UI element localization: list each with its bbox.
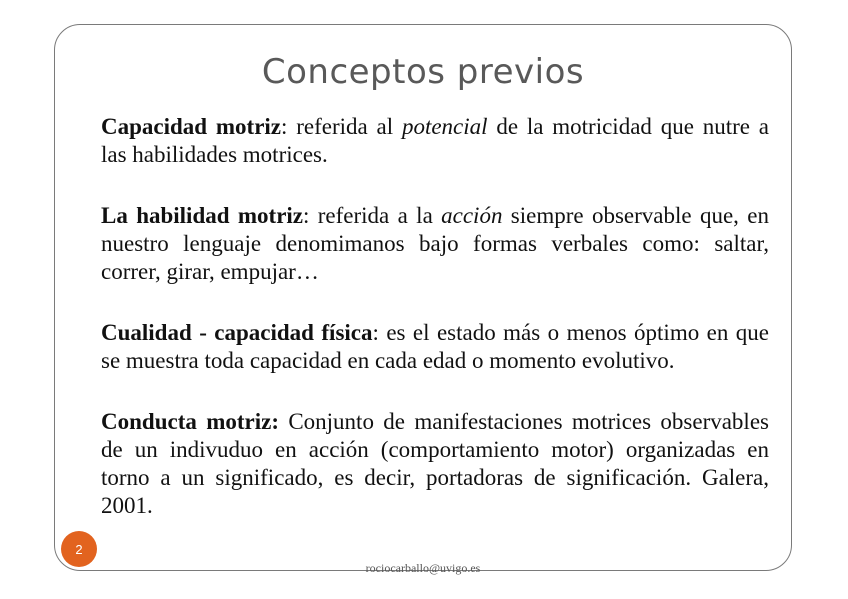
paragraph-habilidad-motriz: [101, 202, 769, 286]
paragraph-text: siempre observable que, en nuestro lenguaje denomimanos bajo formas verbales como: saltar, correr, girar, empujar…: [101, 203, 769, 284]
slide-body: [101, 113, 769, 520]
paragraph-text: Conjunto de manifestaciones motrices observables de un indivuduo en acción (comportamiento motor) organizadas en torno a un significado, es decir, portadoras de significación. Galera, 2001.: [101, 409, 769, 518]
term-habilidad-motriz: La habilidad motriz: [101, 203, 304, 228]
paragraph-text: : referida al: [281, 114, 402, 139]
emphasis-accion: acción: [441, 203, 503, 228]
paragraph-text: : es el estado más o menos óptimo en que se muestra toda capacidad en cada edad o momento evolutivo.: [101, 320, 769, 373]
paragraph-text: de la motricidad que nutre a las habilidades motrices.: [101, 114, 769, 167]
term-conducta-motriz: Conducta motriz:: [101, 409, 279, 434]
paragraph-text: : referida a la: [303, 203, 442, 228]
footer-email: rociocarballo@uvigo.es: [365, 561, 481, 575]
term-capacidad-motriz: Capacidad motriz: [101, 114, 282, 139]
paragraph-conducta-motriz: [101, 408, 769, 520]
paragraph-cualidad-capacidad-fisica: [101, 319, 769, 375]
slide-frame: [54, 24, 792, 575]
slide-title: Conceptos previos: [261, 52, 585, 92]
emphasis-potencial: potencial: [401, 114, 488, 139]
term-cualidad-capacidad-fisica: Cualidad - capacidad física: [101, 320, 373, 345]
paragraph-capacidad-motriz: [101, 113, 769, 169]
page-number-badge: 2: [61, 531, 97, 567]
